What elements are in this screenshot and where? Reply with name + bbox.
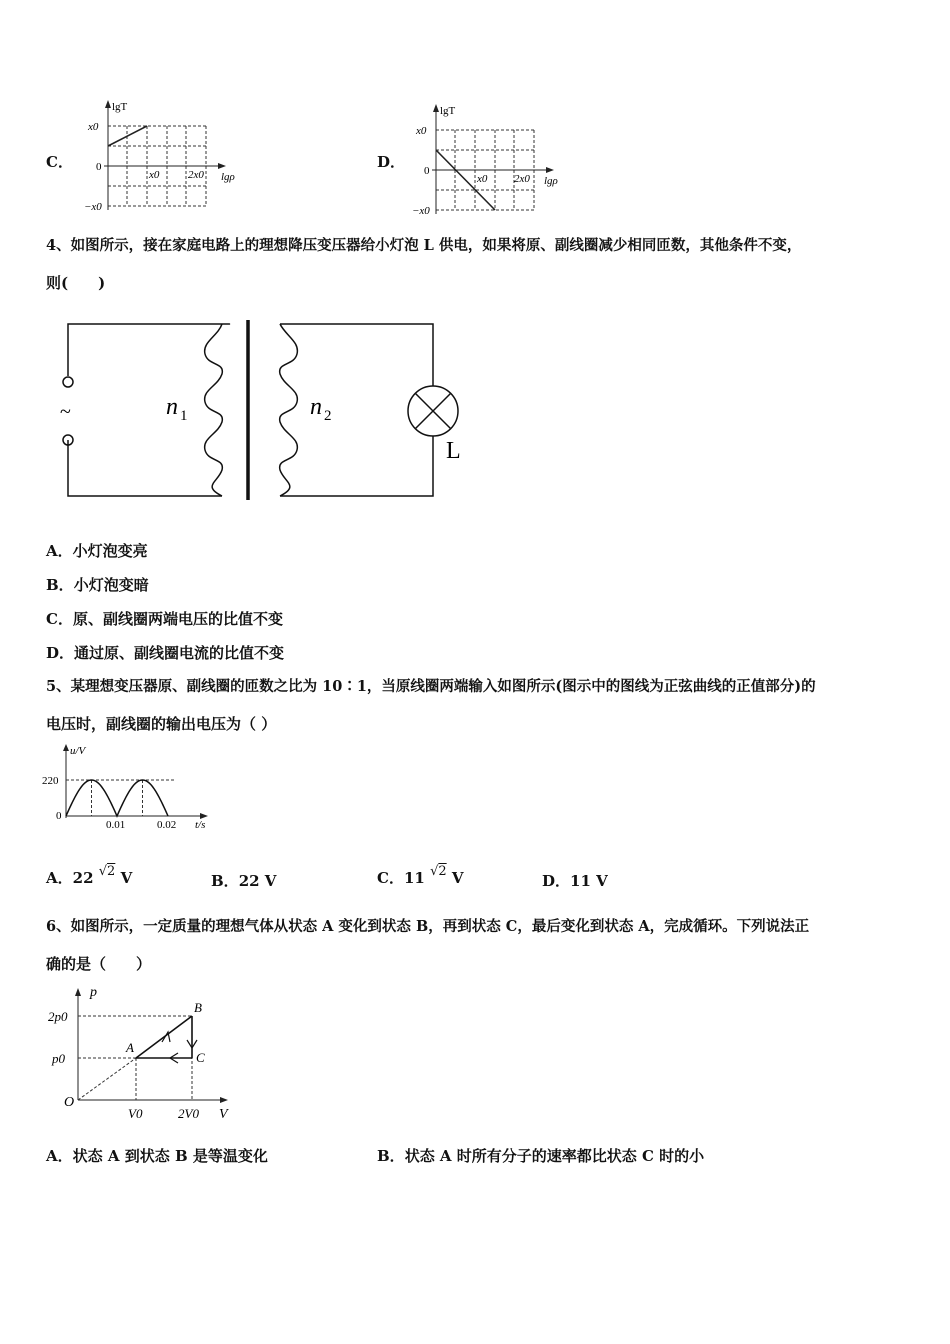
q4-option-a: A．小灯泡变亮 <box>46 542 148 560</box>
sqrt-symbol: √2 <box>98 864 116 879</box>
x-tick-002: 0.02 <box>157 819 177 831</box>
q3-option-d-graph <box>410 100 580 224</box>
v-axis-label: V <box>219 1107 228 1122</box>
q5-option-c: C．11 √2 V <box>377 868 464 890</box>
tick-zero: 0 <box>96 161 102 173</box>
q4-transformer-circuit <box>50 318 480 504</box>
tick-x0: x0 <box>416 125 427 137</box>
primary-turns-subscript: 1 <box>180 408 188 424</box>
tick-2x0: 2x0 <box>514 173 530 185</box>
y-axis-label: lgT <box>112 101 128 113</box>
lamp-label: L <box>446 438 461 464</box>
q4-stem-line1: 4、如图所示，接在家庭电路上的理想降压变压器给小灯泡 L 供电，如果将原、副线圈减少相同匝数，其他条件不变， <box>46 237 802 254</box>
q6-stem-line1: 6、如图所示，一定质量的理想气体从状态 A 变化到状态 B，再到状态 C，最后变化到状态 A，完成循环。下列说法正 <box>46 918 810 935</box>
origin-label: O <box>64 1095 75 1110</box>
q4-option-c: C．原、副线圈两端电压的比值不变 <box>46 610 283 628</box>
secondary-turns-subscript: 2 <box>324 408 332 424</box>
pressure-2p0: 2p0 <box>48 1009 68 1024</box>
state-c-label: C <box>196 1050 205 1065</box>
origin-label: 0 <box>56 810 62 822</box>
state-b-label: B <box>194 1000 202 1015</box>
q6-pv-diagram <box>44 984 244 1126</box>
x-axis-label: lgρ <box>221 171 235 183</box>
p-axis-label: p <box>90 985 97 1000</box>
q5-stem-line1: 5、某理想变压器原、副线圈的匝数之比为 10∶1，当原线圈两端输入如图所示(图示中的图线为正弦曲线的正值部分)的 <box>46 678 816 695</box>
secondary-turns-label: n <box>310 394 322 420</box>
state-a-label: A <box>126 1040 134 1055</box>
q6-stem-line2: 确的是（ ） <box>46 955 152 973</box>
volume-2v0: 2V0 <box>178 1106 199 1121</box>
ac-source-symbol: ~ <box>60 401 71 423</box>
y-tick-220: 220 <box>42 775 59 787</box>
tick-zero: 0 <box>424 165 430 177</box>
q5-option-a: A．22 √2 V <box>46 868 132 890</box>
q3-option-c-graph <box>80 96 250 220</box>
y-axis-label: u/V <box>70 745 86 757</box>
q4-option-b: B．小灯泡变暗 <box>46 576 149 594</box>
primary-turns-label: n <box>166 394 178 420</box>
x-axis-label: lgρ <box>544 175 558 187</box>
voltage-curve <box>66 780 168 816</box>
q4-stem-line2: 则( ) <box>46 274 106 292</box>
tick-x0: x0 <box>88 121 99 133</box>
q5-stem-line2: 电压时，副线圈的输出电压为（ ） <box>46 715 277 733</box>
x-tick-001: 0.01 <box>106 819 126 831</box>
pressure-p0: p0 <box>52 1051 65 1066</box>
y-axis-label: lgT <box>440 105 456 117</box>
volume-v0: V0 <box>128 1106 143 1121</box>
sqrt-symbol: √2 <box>430 864 447 879</box>
option-d-label: D． <box>377 153 406 171</box>
tick-x0-horizontal: x0 <box>477 173 488 185</box>
tick-2x0: 2x0 <box>188 169 204 181</box>
q5-option-d: D．11 V <box>542 872 608 890</box>
x-axis-label: t/s <box>195 819 206 831</box>
tick-neg-x0: −x0 <box>84 201 102 213</box>
q6-option-a: A．状态 A 到状态 B 是等温变化 <box>46 1147 268 1165</box>
q6-option-b: B．状态 A 时所有分子的速率都比状态 C 时的小 <box>377 1147 705 1165</box>
q5-voltage-chart <box>40 740 220 836</box>
tick-neg-x0: −x0 <box>412 205 430 217</box>
tick-x0-horizontal: x0 <box>149 169 160 181</box>
q4-option-d: D．通过原、副线圈电流的比值不变 <box>46 644 285 662</box>
q5-option-b: B．22 V <box>211 872 277 890</box>
option-c-label: C． <box>46 153 73 171</box>
